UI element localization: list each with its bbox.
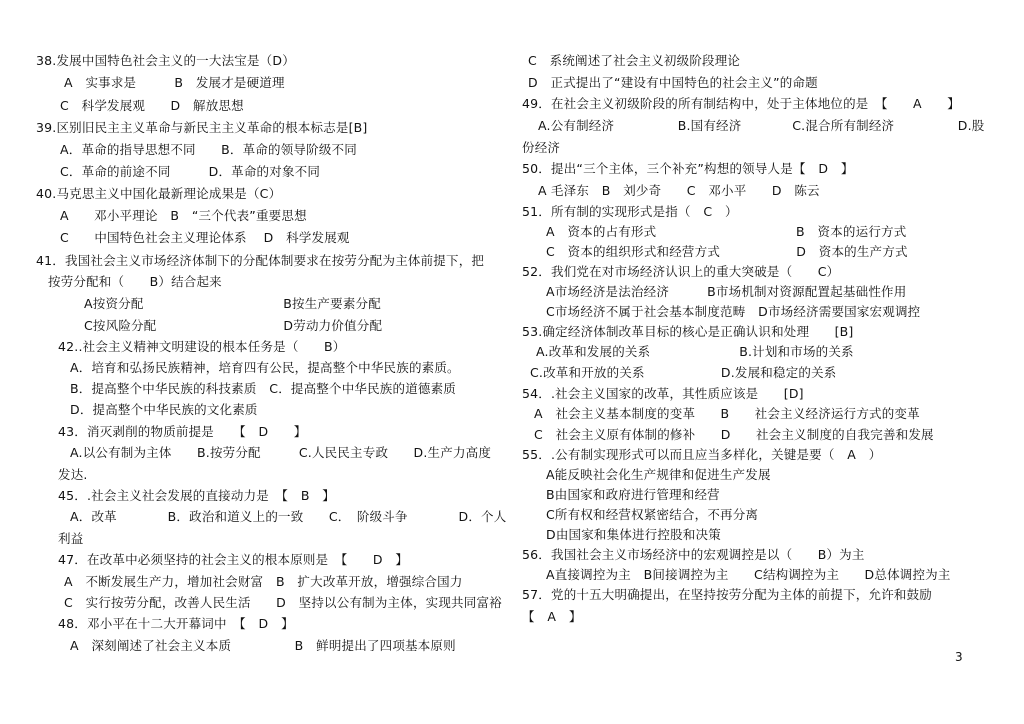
right_column-line: 49．在社会主义初级阶段的所有制结构中，处于主体地位的是 【 A 】: [522, 96, 960, 111]
left_column-line: 39.区别旧民主主义革命与新民主主义革命的根本标志是[B]: [36, 120, 368, 135]
right_column-line: 53.确定经济体制改革目标的核心是正确认识和处理 [B]: [522, 324, 854, 339]
right_column-line: A.公有制经济 B.国有经济 C.混合所有制经济 D.股: [538, 118, 985, 133]
right-column: [522, 0, 992, 700]
right_column-line: A 社会主义基本制度的变革 B 社会主义经济运行方式的变革: [534, 406, 920, 421]
right_column-line: 【 A 】: [522, 609, 582, 624]
left_column-line: A 不断发展生产力，增加社会财富 B 扩大改革开放，增强综合国力: [64, 574, 463, 589]
right_column-line: D由国家和集体进行控股和决策: [546, 527, 721, 542]
right_column-line: B由国家和政府进行管理和经营: [546, 487, 720, 502]
left_column-line: 47．在改革中必须坚持的社会主义的根本原则是 【 D 】: [58, 552, 409, 567]
right_column-line: A市场经济是法治经济 B市场机制对资源配置起基础性作用: [546, 284, 907, 299]
left_column-line: C按风险分配 D劳动力价值分配: [84, 318, 383, 333]
page-number: 3: [955, 650, 963, 664]
right_column-line: 50．提出“三个主体，三个补充”构想的领导人是【 D 】: [522, 161, 854, 176]
left-column: [36, 0, 506, 700]
left_column-line: A.以公有制为主体 B.按劳分配 C.人民民主专政 D.生产力高度: [70, 445, 492, 460]
right_column-line: 54．.社会主义国家的改革，其性质应该是 [D]: [522, 386, 804, 401]
left_column-line: 41．我国社会主义市场经济体制下的分配体制要求在按劳分配为主体前提下，把: [36, 253, 485, 268]
right_column-line: 56．我国社会主义市场经济中的宏观调控是以（ B）为主: [522, 547, 865, 562]
left_column-line: D．提高整个中华民族的文化素质: [70, 402, 258, 417]
right_column-line: C.改革和开放的关系 D.发展和稳定的关系: [530, 365, 837, 380]
right_column-line: A直接调控为主 B间接调控为主 C结构调控为主 D总体调控为主: [546, 567, 951, 582]
left_column-line: A．改革 B．政治和道义上的一致 C． 阶级斗争 D．个人: [70, 509, 507, 524]
left_column-line: 40.马克思主义中国化最新理论成果是（C）: [36, 186, 282, 201]
right_column-line: A能反映社会化生产规律和促进生产发展: [546, 467, 771, 482]
left_column-line: 48．邓小平在十二大开幕词中 【 D 】: [58, 616, 294, 631]
left_column-line: 38.发展中国特色社会主义的一大法宝是（D）: [36, 53, 295, 68]
left_column-line: 42..社会主义精神文明建设的根本任务是（ B）: [58, 339, 346, 354]
left_column-line: 利益: [58, 531, 84, 546]
left_column-line: 43．消灭剥削的物质前提是 【 D 】: [58, 424, 307, 439]
right_column-line: C 社会主义原有体制的修补 D 社会主义制度的自我完善和发展: [534, 427, 934, 442]
left_column-line: C 实行按劳分配，改善人民生活 D 坚持以公有制为主体，实现共同富裕: [64, 595, 502, 610]
right_column-line: C 资本的组织形式和经营方式 D 资本的生产方式: [546, 244, 908, 259]
left_column-line: 发达.: [58, 467, 88, 482]
right_column-line: 55．.公有制实现形式可以而且应当多样化，关键是要（ A ）: [522, 447, 882, 462]
left_column-line: A 邓小平理论 B “三个代表”重要思想: [60, 208, 307, 223]
left_column-line: A．培育和弘扬民族精神，培育四有公民，提高整个中华民族的素质。: [70, 360, 460, 375]
left_column-line: 按劳分配和（ B）结合起来: [48, 274, 222, 289]
left_column-line: C 科学发展观 D 解放思想: [60, 98, 244, 113]
left_column-line: A．革命的指导思想不同 B．革命的领导阶级不同: [60, 142, 357, 157]
right_column-line: A.改革和发展的关系 B.计划和市场的关系: [536, 344, 854, 359]
left_column-line: C．革命的前途不同 D．革命的对象不同: [60, 164, 321, 179]
left_column-line: 45．.社会主义社会发展的直接动力是 【 B 】: [58, 488, 336, 503]
right_column-line: A 毛泽东 B 刘少奇 C 邓小平 D 陈云: [538, 183, 820, 198]
left_column-line: B．提高整个中华民族的科技素质 C．提高整个中华民族的道德素质: [70, 381, 457, 396]
right_column-line: 57．党的十五大明确提出，在坚持按劳分配为主体的前提下，允许和鼓励: [522, 587, 933, 602]
right_column-line: 51．所有制的实现形式是指（ C ）: [522, 204, 738, 219]
right_column-line: A 资本的占有形式 B 资本的运行方式: [546, 224, 907, 239]
right_column-line: 份经济: [522, 140, 561, 155]
left_column-line: C 中国特色社会主义理论体系 D 科学发展观: [60, 230, 350, 245]
right_column-line: 52．我们党在对市场经济认识上的重大突破是（ C）: [522, 264, 840, 279]
left_column-line: A 深刻阐述了社会主义本质 B 鲜明提出了四项基本原则: [70, 638, 456, 653]
right_column-line: C 系统阐述了社会主义初级阶段理论: [528, 53, 741, 68]
left_column-line: A按资分配 B按生产要素分配: [84, 296, 381, 311]
right_column-line: C所有权和经营权紧密结合，不再分离: [546, 507, 759, 522]
left_column-line: A 实事求是 B 发展才是硬道理: [64, 75, 285, 90]
right_column-line: D 正式提出了“建设有中国特色的社会主义”的命题: [528, 75, 818, 90]
right_column-line: C市场经济不属于社会基本制度范畴 D市场经济需要国家宏观调控: [546, 304, 921, 319]
